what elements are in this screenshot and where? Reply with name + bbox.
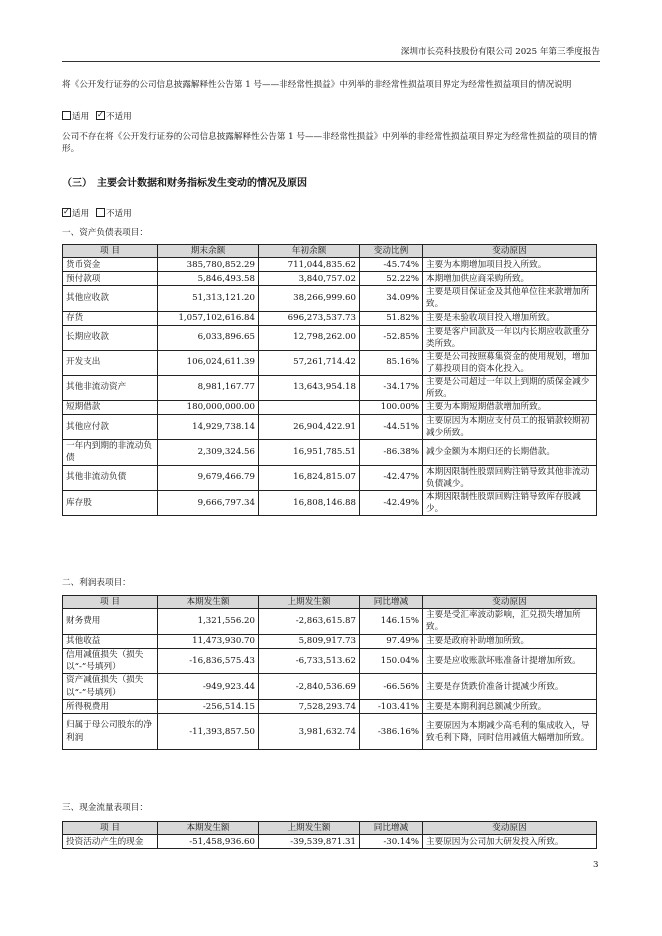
change-ratio-cell: 100.00% — [360, 400, 423, 414]
change-ratio-cell: 85.16% — [360, 350, 423, 375]
current-value-cell: 14,929,738.14 — [158, 414, 259, 439]
prior-value-cell: 16,808,146.88 — [259, 490, 360, 515]
current-value-cell: -256,514.15 — [158, 700, 259, 714]
change-ratio-cell: -66.56% — [360, 674, 423, 700]
unchecked-box-icon — [96, 208, 105, 217]
item-cell: 其他收益 — [63, 634, 158, 648]
table-row — [63, 439, 597, 465]
reason-cell: 主要是公司超过一年以上到期的质保金减少所致。 — [423, 375, 597, 400]
change-ratio-cell: 51.82% — [360, 311, 423, 325]
prior-value-cell: 7,528,293.74 — [259, 700, 360, 714]
item-cell: 财务费用 — [63, 609, 158, 634]
change-ratio-cell: 146.15% — [360, 609, 423, 634]
unchecked-box-icon — [62, 111, 71, 120]
prior-value-cell: 711,044,835.62 — [259, 258, 360, 272]
item-cell: 货币资金 — [63, 258, 158, 272]
prior-value-cell: -2,863,615.87 — [259, 609, 360, 634]
intro-applicability — [62, 111, 132, 123]
reason-cell: 主要为本期增加项目投入所致。 — [423, 258, 597, 272]
applicable-label: 适用 — [72, 112, 90, 122]
column-header: 变动比例 — [360, 245, 423, 258]
table-row — [63, 400, 597, 414]
current-value-cell: -11,393,857.50 — [158, 714, 259, 750]
header-rule — [62, 61, 600, 62]
current-value-cell: 6,033,896.65 — [158, 325, 259, 350]
current-value-cell: 1,057,102,616.84 — [158, 311, 259, 325]
reason-cell: 主要为本期短期借款增加所致。 — [423, 400, 597, 414]
current-value-cell: 5,846,493.58 — [158, 272, 259, 286]
table-row — [63, 714, 597, 750]
change-ratio-cell: -45.74% — [360, 258, 423, 272]
column-header: 项 目 — [63, 245, 158, 258]
table-row — [63, 609, 597, 634]
balance-caption: 一、资产负债表项目： — [62, 228, 148, 238]
current-value-cell: 1,321,556.20 — [158, 609, 259, 634]
income-statement-table — [62, 595, 597, 750]
change-ratio-cell: 150.04% — [360, 648, 423, 674]
prior-value-cell: -39,539,871.31 — [259, 835, 360, 849]
table-header-row — [63, 822, 597, 835]
item-cell: 存货 — [63, 311, 158, 325]
table-row — [63, 634, 597, 648]
reason-cell: 主要原因为本期应支付员工的报销款较期初减少所致。 — [423, 414, 597, 439]
intro-paragraph-2: 公司不存在将《公开发行证券的公司信息披露解释性公告第 1 号——非经常性损益》中列举的非经常性损益项目界定为经常性损益的项目的情形。 — [62, 132, 598, 155]
reason-cell: 主要是受汇率波动影响，汇兑损失增加所致。 — [423, 609, 597, 634]
item-cell: 资产减值损失（损失以“-”号填列） — [63, 674, 158, 700]
current-value-cell: -949,923.44 — [158, 674, 259, 700]
column-header: 同比增减 — [360, 822, 423, 835]
prior-value-cell: 696,273,537.73 — [259, 311, 360, 325]
reason-cell: 减少金额为本期归还的长期借款。 — [423, 439, 597, 465]
checked-box-icon — [96, 111, 105, 120]
prior-value-cell: 3,840,757.02 — [259, 272, 360, 286]
item-cell: 短期借款 — [63, 400, 158, 414]
current-value-cell: 8,981,167.77 — [158, 375, 259, 400]
current-value-cell: -16,836,575.43 — [158, 648, 259, 674]
table-row — [63, 465, 597, 490]
table-header-row — [63, 596, 597, 609]
table-row — [63, 490, 597, 515]
column-header: 期末余额 — [158, 245, 259, 258]
change-ratio-cell: 52.22% — [360, 272, 423, 286]
applicable-label: 适用 — [72, 209, 90, 219]
item-cell: 开发支出 — [63, 350, 158, 375]
table-row — [63, 311, 597, 325]
change-ratio-cell: 34.09% — [360, 286, 423, 311]
prior-value-cell: 57,261,714.42 — [259, 350, 360, 375]
reason-cell: 本期增加供应商采购所致。 — [423, 272, 597, 286]
change-ratio-cell: -42.47% — [360, 465, 423, 490]
current-value-cell: 385,780,852.29 — [158, 258, 259, 272]
reason-cell: 主要是存货跌价准备计提减少所致。 — [423, 674, 597, 700]
change-ratio-cell: -34.17% — [360, 375, 423, 400]
change-ratio-cell: -386.16% — [360, 714, 423, 750]
table-row — [63, 674, 597, 700]
current-value-cell: 106,024,611.39 — [158, 350, 259, 375]
table-row — [63, 286, 597, 311]
column-header: 本期发生额 — [158, 596, 259, 609]
column-header: 变动原因 — [423, 596, 597, 609]
reason-cell: 本期因限制性股票回购注销导致库存股减少。 — [423, 490, 597, 515]
table-row — [63, 700, 597, 714]
item-cell: 其他应收款 — [63, 286, 158, 311]
current-value-cell: 9,679,466.79 — [158, 465, 259, 490]
page-header-title: 深圳市长亮科技股份有限公司 2025 年第三季度报告 — [400, 47, 600, 57]
reason-cell: 主要是客户回款及一年以内长期应收款重分类所致。 — [423, 325, 597, 350]
prior-value-cell: 13,643,954.18 — [259, 375, 360, 400]
item-cell: 其他非流动资产 — [63, 375, 158, 400]
change-ratio-cell: -30.14% — [360, 835, 423, 849]
table-row — [63, 835, 597, 849]
column-header: 变动原因 — [423, 245, 597, 258]
item-cell: 预付款项 — [63, 272, 158, 286]
prior-value-cell: -2,840,536.69 — [259, 674, 360, 700]
cashflow-table — [62, 821, 597, 849]
reason-cell: 主要是本期利润总额减少所致。 — [423, 700, 597, 714]
prior-value-cell: 26,904,422.91 — [259, 414, 360, 439]
column-header: 项 目 — [63, 822, 158, 835]
item-cell: 归属于母公司股东的净利润 — [63, 714, 158, 750]
prior-value-cell: 3,981,632.74 — [259, 714, 360, 750]
intro-paragraph-1: 将《公开发行证券的公司信息披露解释性公告第 1 号——非经常性损益》中列举的非经常性损益项目界定为经常性损益项目的情况说明 — [62, 80, 572, 90]
column-header: 上期发生额 — [259, 596, 360, 609]
prior-value-cell: 12,798,262.00 — [259, 325, 360, 350]
change-ratio-cell: 97.49% — [360, 634, 423, 648]
change-ratio-cell: -86.38% — [360, 439, 423, 465]
current-value-cell: 9,666,797.34 — [158, 490, 259, 515]
table-row — [63, 350, 597, 375]
income-caption: 二、利润表项目： — [62, 578, 131, 588]
table-row — [63, 375, 597, 400]
current-value-cell: 180,000,000.00 — [158, 400, 259, 414]
item-cell: 长期应收款 — [63, 325, 158, 350]
change-ratio-cell: -52.85% — [360, 325, 423, 350]
column-header: 本期发生额 — [158, 822, 259, 835]
current-value-cell: 51,313,121.20 — [158, 286, 259, 311]
reason-cell: 主要原因为公司加大研发投入所致。 — [423, 835, 597, 849]
column-header: 变动原因 — [423, 822, 597, 835]
column-header: 同比增减 — [360, 596, 423, 609]
column-header: 项 目 — [63, 596, 158, 609]
balance-sheet-table — [62, 244, 597, 516]
item-cell: 所得税费用 — [63, 700, 158, 714]
prior-value-cell: 16,951,785.51 — [259, 439, 360, 465]
item-cell: 库存股 — [63, 490, 158, 515]
table-row — [63, 325, 597, 350]
item-cell: 投资活动产生的现金 — [63, 835, 158, 849]
page-number: 3 — [593, 860, 599, 870]
reason-cell: 本期因限制性股票回购注销导致其他非流动负债减少。 — [423, 465, 597, 490]
reason-cell: 主要原因为本期减少高毛利的集成收入，导致毛利下降，同时信用减值大幅增加所致。 — [423, 714, 597, 750]
item-cell: 信用减值损失（损失以“-”号填列） — [63, 648, 158, 674]
item-cell: 其他应付款 — [63, 414, 158, 439]
prior-value-cell: 5,809,917.73 — [259, 634, 360, 648]
column-header: 年初余额 — [259, 245, 360, 258]
item-cell: 一年内到期的非流动负债 — [63, 439, 158, 465]
prior-value-cell: -6,733,513.62 — [259, 648, 360, 674]
section-applicability — [62, 208, 132, 220]
section-heading: （三） 主要会计数据和财务指标发生变动的情况及原因 — [62, 178, 307, 189]
prior-value-cell: 16,824,815.07 — [259, 465, 360, 490]
cashflow-caption: 三、现金流量表项目： — [62, 803, 148, 813]
change-ratio-cell: -44.51% — [360, 414, 423, 439]
checked-box-icon — [62, 208, 71, 217]
reason-cell: 主要是应收账款坏账准备计提增加所致。 — [423, 648, 597, 674]
change-ratio-cell: -103.41% — [360, 700, 423, 714]
current-value-cell: 2,309,324.56 — [158, 439, 259, 465]
prior-value-cell: 38,266,999.60 — [259, 286, 360, 311]
table-header-row — [63, 245, 597, 258]
column-header: 上期发生额 — [259, 822, 360, 835]
prior-value-cell — [259, 400, 360, 414]
reason-cell: 主要是政府补助增加所致。 — [423, 634, 597, 648]
table-row — [63, 414, 597, 439]
not-applicable-label: 不适用 — [105, 209, 132, 219]
table-row — [63, 648, 597, 674]
reason-cell: 主要是项目保证金及其他单位往来款增加所致。 — [423, 286, 597, 311]
item-cell: 其他非流动负债 — [63, 465, 158, 490]
not-applicable-label: 不适用 — [105, 112, 132, 122]
current-value-cell: -51,458,936.60 — [158, 835, 259, 849]
table-row — [63, 258, 597, 272]
change-ratio-cell: -42.49% — [360, 490, 423, 515]
reason-cell: 主要是未验收项目投入增加所致。 — [423, 311, 597, 325]
current-value-cell: 11,473,930.70 — [158, 634, 259, 648]
reason-cell: 主要是公司按照募集资金的使用规划，增加了募投项目的资本化投入。 — [423, 350, 597, 375]
table-row — [63, 272, 597, 286]
